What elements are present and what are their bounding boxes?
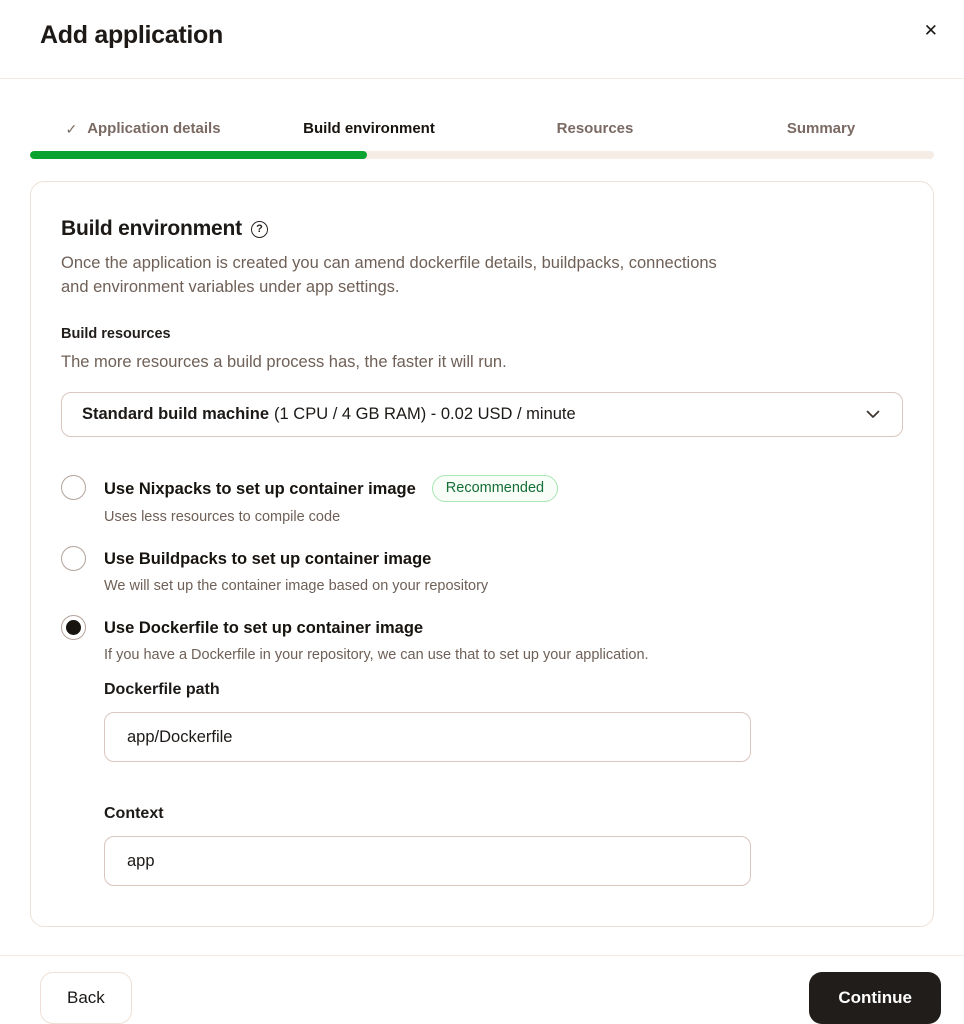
back-button[interactable]: Back	[40, 972, 132, 1024]
dockerfile-path-label: Dockerfile path	[104, 681, 220, 698]
wizard-stepper	[30, 79, 934, 139]
radio-nixpacks[interactable]	[61, 475, 86, 500]
option-description: If you have a Dockerfile in your repository, we can use that to set up your application.	[104, 647, 649, 663]
card-heading: Build environment	[61, 217, 242, 240]
step-build-environment[interactable]	[256, 119, 482, 139]
step-summary[interactable]	[708, 119, 934, 139]
option-buildpacks[interactable]	[61, 546, 903, 595]
option-nixpacks[interactable]	[61, 475, 903, 526]
selected-machine-name: Standard build machine	[82, 405, 270, 423]
progress-fill	[30, 151, 367, 159]
chevron-down-icon	[866, 410, 880, 419]
build-resources-hint: The more resources a build process has, the faster it will run.	[61, 353, 507, 371]
close-icon[interactable]: ✕	[923, 21, 938, 40]
option-label: Use Nixpacks to set up container image	[104, 479, 416, 498]
check-icon: ✓	[65, 121, 78, 137]
container-image-options	[61, 475, 903, 886]
step-label: Build environment	[303, 120, 435, 137]
help-icon[interactable]: ?	[251, 221, 268, 238]
option-dockerfile[interactable]	[61, 615, 903, 886]
step-label: Resources	[556, 120, 634, 137]
context-label: Context	[104, 805, 164, 822]
dockerfile-path-input[interactable]	[104, 712, 751, 762]
recommended-badge: Recommended	[432, 475, 558, 502]
option-label: Use Dockerfile to set up container image	[104, 618, 424, 637]
selected-machine-details: (1 CPU / 4 GB RAM) - 0.02 USD / minute	[274, 405, 576, 423]
build-machine-select[interactable]	[61, 392, 903, 437]
step-resources[interactable]	[482, 119, 708, 139]
continue-button[interactable]: Continue	[809, 972, 941, 1024]
radio-dockerfile[interactable]	[61, 615, 86, 640]
build-resources-label: Build resources	[61, 326, 171, 342]
option-description: We will set up the container image based on your repository	[104, 578, 489, 594]
progress-bar-track	[30, 151, 934, 159]
build-environment-card	[30, 181, 934, 927]
step-application-details[interactable]	[30, 119, 256, 139]
footer	[0, 956, 964, 1024]
modal-header	[0, 0, 964, 50]
card-description: Once the application is created you can amend dockerfile details, buildpacks, connections and environment variables under app settings.	[61, 254, 717, 296]
page-title: Add application	[40, 21, 224, 49]
radio-buildpacks[interactable]	[61, 546, 86, 571]
option-label: Use Buildpacks to set up container image	[104, 549, 432, 568]
radio-selected-dot	[66, 620, 81, 635]
step-label: Application details	[87, 120, 221, 137]
context-input[interactable]	[104, 836, 751, 886]
step-label: Summary	[786, 120, 856, 137]
option-description: Uses less resources to compile code	[104, 509, 341, 525]
